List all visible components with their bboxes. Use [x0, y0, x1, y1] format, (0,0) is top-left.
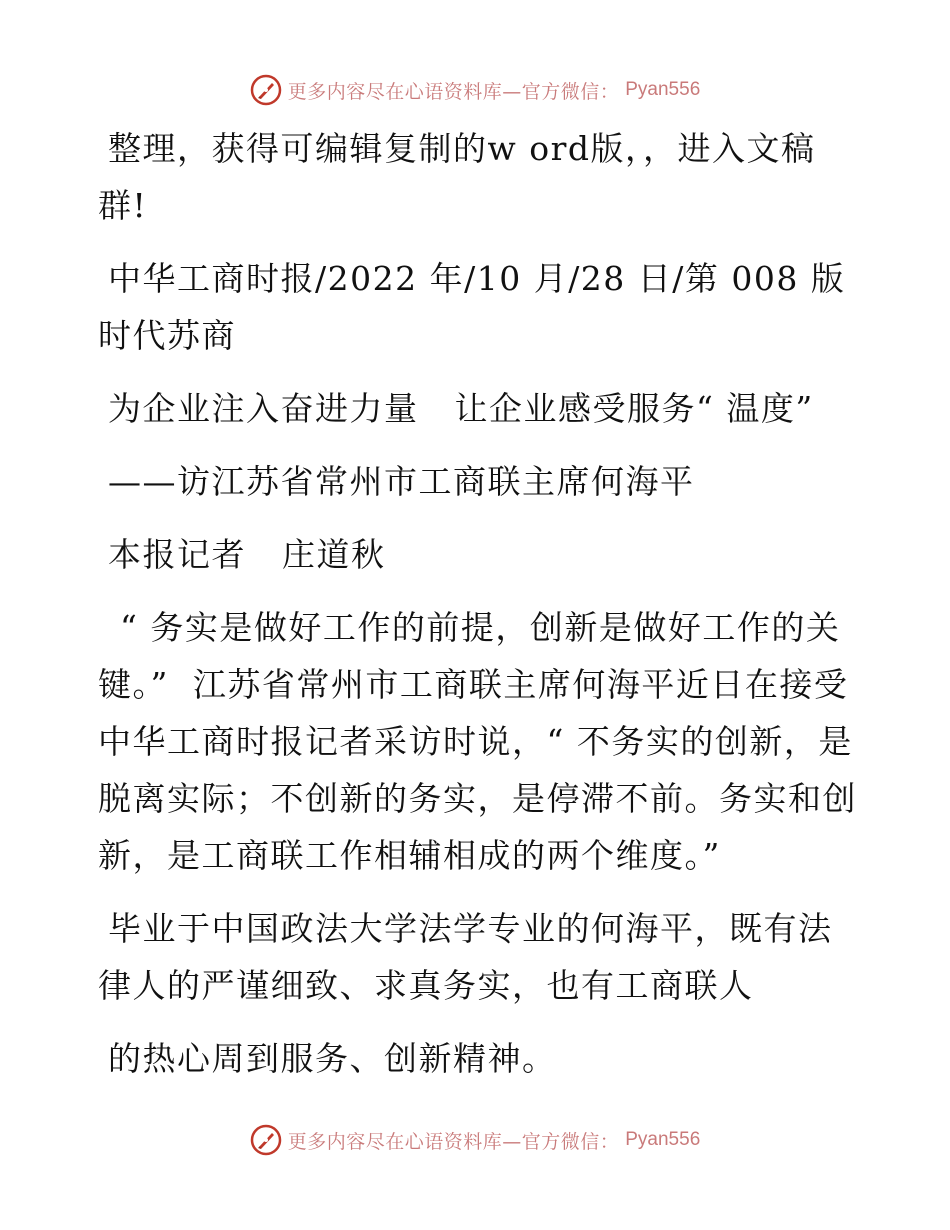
article-byline: 本报记者 庄道秋: [108, 535, 386, 574]
banner-text: 更多内容尽在心语资料库—官方微信：: [287, 80, 620, 103]
footer-banner-content: [250, 1124, 701, 1156]
article-subtitle: ——访江苏省常州市工商联主席何海平: [108, 462, 695, 501]
header-banner: [0, 70, 950, 110]
paragraph-intro: 整理，获得可编辑复制的w ord版，，进入文稿群!: [98, 129, 816, 225]
banner-wechat-id: Pyan556: [625, 79, 701, 100]
footer-banner: [0, 1120, 950, 1160]
banner-wechat-id: Pyan556: [625, 1129, 701, 1150]
header-banner-content: [250, 74, 701, 106]
paragraph-bio-continued: 的热心周到服务、创新精神。: [108, 1039, 557, 1078]
banner-text: 更多内容尽在心语资料库—官方微信：: [287, 1130, 620, 1153]
paragraph-source: 中华工商时报/2022 年/10 月/28 日/第 008 版时代苏商: [98, 259, 846, 355]
document-body: [98, 120, 858, 1103]
quill-pen-logo-icon: [250, 74, 282, 106]
paragraph-quote: “ 务实是做好工作的前提，创新是做好工作的关键。” 江苏省常州市工商联主席何海平近日在接受中华工商时报记者采访时说，“ 不务实的创新，是脱离实际；不创新的务实，是停滞不前。务实和创新，是工商联工作相辅相成的两个维度。”: [98, 608, 857, 875]
article-title: 为企业注入奋进力量 让企业感受服务“ 温度”: [108, 389, 814, 428]
quill-pen-logo-icon: [250, 1124, 282, 1156]
paragraph-bio: 毕业于中国政法大学法学专业的何海平，既有法律人的严谨细致、求真务实，也有工商联人: [98, 909, 833, 1005]
